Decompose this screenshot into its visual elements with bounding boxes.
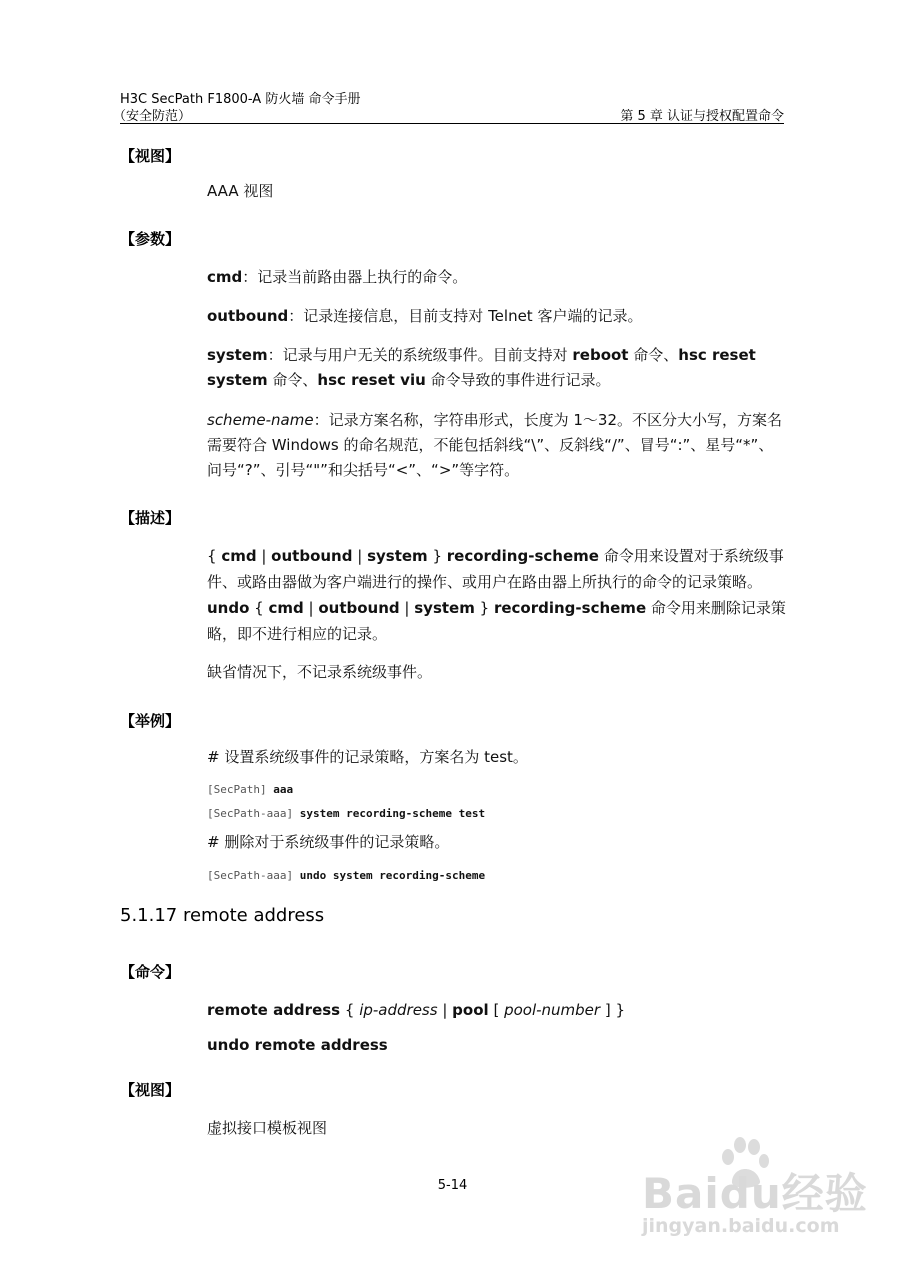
description-paragraph bbox=[207, 543, 787, 647]
reboot-keyword: reboot bbox=[572, 346, 629, 364]
section-command-heading: 【命令】 bbox=[120, 963, 181, 981]
code-command: aaa bbox=[273, 783, 294, 796]
code-prompt: [SecPath] bbox=[207, 783, 274, 796]
example-comment-2: # 删除对于系统级事件的记录策略。 bbox=[207, 833, 450, 851]
desc-cmd-keyword: cmd bbox=[268, 599, 304, 617]
cmd-ip-address-param: ip-address bbox=[359, 1001, 438, 1019]
description-default: 缺省情况下，不记录系统级事件。 bbox=[207, 663, 433, 681]
desc-recording-scheme-keyword: recording-scheme bbox=[493, 599, 647, 617]
desc-brace: { bbox=[207, 547, 222, 565]
desc-system-keyword: system bbox=[414, 599, 475, 617]
cmd-bracket-close: ] } bbox=[600, 1001, 625, 1019]
param-outbound-text: ：记录连接信息，目前支持对 Telnet 客户端的记录。 bbox=[288, 307, 643, 325]
page-number: 5-14 bbox=[437, 1178, 468, 1193]
desc-undo-keyword: undo bbox=[207, 599, 250, 617]
header-title: H3C SecPath F1800-A 防火墙 命令手册 bbox=[120, 92, 361, 107]
cmd-pool-number-param: pool-number bbox=[504, 1001, 601, 1019]
section-params-heading: 【参数】 bbox=[120, 230, 181, 248]
cmd-brace: { bbox=[340, 1001, 360, 1019]
code-command: system recording-scheme test bbox=[299, 807, 486, 820]
desc-cmd-keyword: cmd bbox=[221, 547, 257, 565]
param-outbound bbox=[207, 304, 787, 329]
desc-sep: | bbox=[303, 599, 319, 617]
param-scheme-name bbox=[207, 408, 787, 483]
desc-text: 命令用来删除记录策略，即不进行相应的记录。 bbox=[207, 599, 786, 643]
param-system-text2: 命令、 bbox=[628, 346, 679, 364]
view-text: AAA 视图 bbox=[207, 182, 274, 200]
desc-sep: | bbox=[352, 547, 368, 565]
cmd-sep: | bbox=[437, 1001, 453, 1019]
desc-system-keyword: system bbox=[367, 547, 428, 565]
param-cmd-text: ：记录当前路由器上执行的命令。 bbox=[242, 268, 468, 286]
cmd-remote-address-keyword: remote address bbox=[207, 1001, 341, 1019]
param-cmd bbox=[207, 265, 787, 290]
command-syntax bbox=[207, 998, 787, 1023]
param-scheme-keyword: scheme-name bbox=[207, 411, 314, 429]
desc-outbound-keyword: outbound bbox=[318, 599, 400, 617]
param-system-keyword: system bbox=[207, 346, 268, 364]
hsc-reset-viu-keyword: hsc reset viu bbox=[317, 371, 426, 389]
code-command: undo system recording-scheme bbox=[299, 869, 486, 882]
hsc-reset-keyword: hsc reset system bbox=[207, 346, 756, 389]
view2-text: 虚拟接口模板视图 bbox=[207, 1119, 328, 1137]
param-system-text3: 命令、 bbox=[267, 371, 318, 389]
desc-brace: } bbox=[427, 547, 447, 565]
code-prompt: [SecPath-aaa] bbox=[207, 869, 300, 882]
desc-sep: | bbox=[256, 547, 272, 565]
code-line bbox=[207, 783, 293, 796]
param-system-text4: 命令导致的事件进行记录。 bbox=[425, 371, 611, 389]
watermark-brand: Baidu经验 bbox=[642, 1169, 868, 1218]
param-system bbox=[207, 343, 787, 393]
section-view-heading: 【视图】 bbox=[120, 147, 181, 165]
param-scheme-text: ：记录方案名称，字符串形式，长度为 1～32。不区分大小写，方案名需要符合 Windows 的命名规范，不能包括斜线“\”、反斜线“/”、冒号“:”、星号“*”、问号“?”、引号“"”和尖括号“<”、“>”等字符。 bbox=[207, 411, 782, 479]
desc-outbound-keyword: outbound bbox=[271, 547, 353, 565]
code-line bbox=[207, 807, 485, 820]
cmd-pool-keyword: pool bbox=[452, 1001, 489, 1019]
param-outbound-keyword: outbound bbox=[207, 307, 289, 325]
header-subtitle: （安全防范） bbox=[113, 109, 192, 124]
section-description-heading: 【描述】 bbox=[120, 509, 181, 527]
command-undo-syntax: undo remote address bbox=[207, 1036, 388, 1054]
baidu-watermark bbox=[622, 1135, 872, 1245]
watermark-url: jingyan.baidu.com bbox=[642, 1215, 840, 1237]
example-comment-1: # 设置系统级事件的记录策略，方案名为 test。 bbox=[207, 748, 528, 766]
param-system-text: ：记录与用户无关的系统级事件。目前支持对 bbox=[267, 346, 573, 364]
desc-brace: } bbox=[474, 599, 494, 617]
header-chapter: 第 5 章 认证与授权配置命令 bbox=[620, 109, 784, 124]
code-prompt: [SecPath-aaa] bbox=[207, 807, 300, 820]
desc-text: 命令用来设置对于系统级事件、或路由器做为客户端进行的操作、或用户在路由器上所执行的命令的记录策略。 bbox=[207, 547, 784, 591]
desc-brace: { bbox=[249, 599, 269, 617]
desc-recording-scheme-keyword: recording-scheme bbox=[446, 547, 599, 565]
section-view2-heading: 【视图】 bbox=[120, 1081, 181, 1099]
code-line bbox=[207, 869, 485, 882]
desc-sep: | bbox=[399, 599, 415, 617]
subsection-title: 5.1.17 remote address bbox=[120, 905, 325, 926]
section-example-heading: 【举例】 bbox=[120, 712, 181, 730]
cmd-bracket: [ bbox=[488, 1001, 505, 1019]
header-rule bbox=[120, 123, 784, 124]
param-cmd-keyword: cmd bbox=[207, 268, 243, 286]
